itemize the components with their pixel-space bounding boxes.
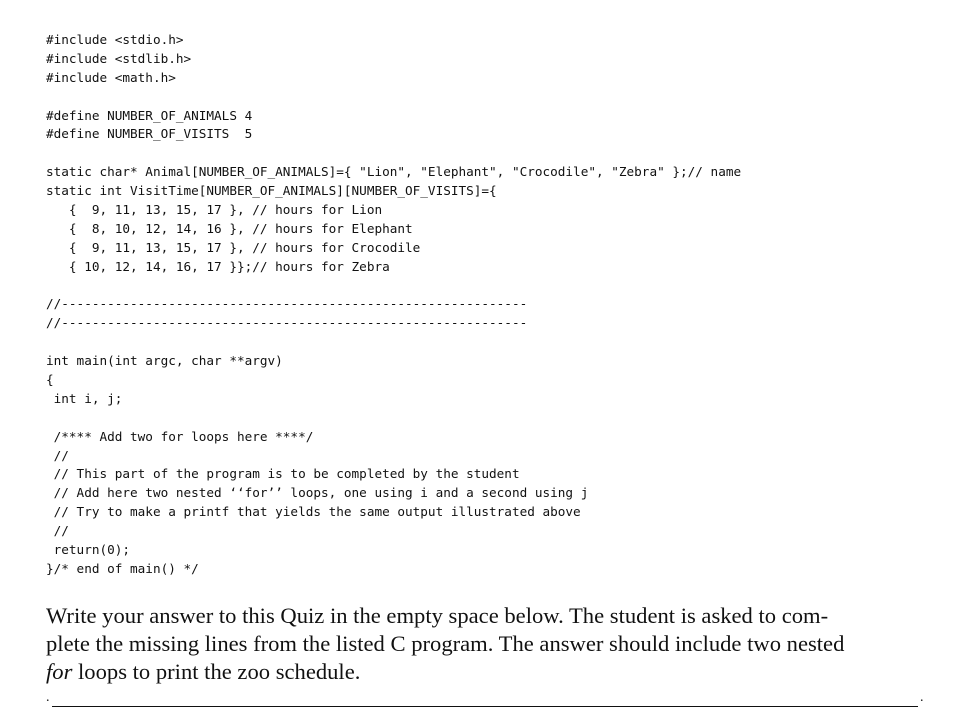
code-line: //------------------------------------------------------------- bbox=[46, 296, 528, 312]
code-line: // Try to make a printf that yields the same output illustrated above bbox=[46, 504, 581, 520]
code-line: { bbox=[46, 372, 54, 388]
code-line bbox=[46, 333, 926, 352]
answer-space[interactable] bbox=[46, 690, 926, 707]
code-line: // Add here two nested ‘‘for’’ loops, one using i and a second using j bbox=[46, 485, 589, 501]
code-line: //------------------------------------------------------------- bbox=[46, 315, 528, 331]
code-line: return(0); bbox=[46, 542, 131, 558]
quiz-instructions bbox=[46, 602, 936, 687]
code-listing bbox=[46, 31, 926, 579]
code-line: /**** Add two for loops here ****/ bbox=[46, 428, 314, 444]
code-line: #include <stdlib.h> bbox=[46, 50, 192, 66]
code-line: int main(int argc, char **argv) bbox=[46, 353, 283, 369]
code-line: { 10, 12, 14, 16, 17 }};// hours for Zebra bbox=[46, 258, 390, 274]
instructions-line: Write your answer to this Quiz in the empty space below. The student is asked to com- bbox=[46, 603, 829, 628]
code-line: // bbox=[46, 447, 69, 463]
code-line: { 9, 11, 13, 15, 17 }, // hours for Lion bbox=[46, 202, 383, 218]
for-keyword-italic: for bbox=[46, 659, 73, 685]
code-line bbox=[46, 277, 926, 296]
code-line: // bbox=[46, 523, 69, 539]
code-line: // This part of the program is to be completed by the student bbox=[46, 466, 520, 482]
code-line: #define NUMBER_OF_VISITS 5 bbox=[46, 126, 253, 142]
instructions-line: plete the missing lines from the listed C program. The answer should include two nested bbox=[46, 631, 845, 657]
code-line: #include <stdio.h> bbox=[46, 32, 184, 47]
code-line: static int VisitTime[NUMBER_OF_ANIMALS][NUMBER_OF_VISITS]={ bbox=[46, 183, 497, 199]
code-line: { 9, 11, 13, 15, 17 }, // hours for Crocodile bbox=[46, 239, 421, 255]
instructions-line bbox=[46, 658, 936, 686]
answer-line-right-mark: . bbox=[920, 690, 924, 705]
answer-line-left-mark: . bbox=[46, 690, 50, 705]
code-line bbox=[46, 409, 926, 428]
answer-underline bbox=[52, 706, 918, 707]
code-line: static char* Animal[NUMBER_OF_ANIMALS]={ "Lion", "Elephant", "Crocodile", "Zebra" };// name bbox=[46, 164, 742, 180]
instructions-line-rest: loops to print the zoo schedule. bbox=[72, 659, 361, 685]
code-line: { 8, 10, 12, 14, 16 }, // hours for Elephant bbox=[46, 220, 413, 236]
code-line: }/* end of main() */ bbox=[46, 560, 199, 576]
code-line: #define NUMBER_OF_ANIMALS 4 bbox=[46, 107, 253, 123]
code-line: #include <math.h> bbox=[46, 69, 176, 85]
code-line bbox=[46, 88, 926, 107]
code-line: int i, j; bbox=[46, 390, 123, 406]
code-line bbox=[46, 144, 926, 163]
